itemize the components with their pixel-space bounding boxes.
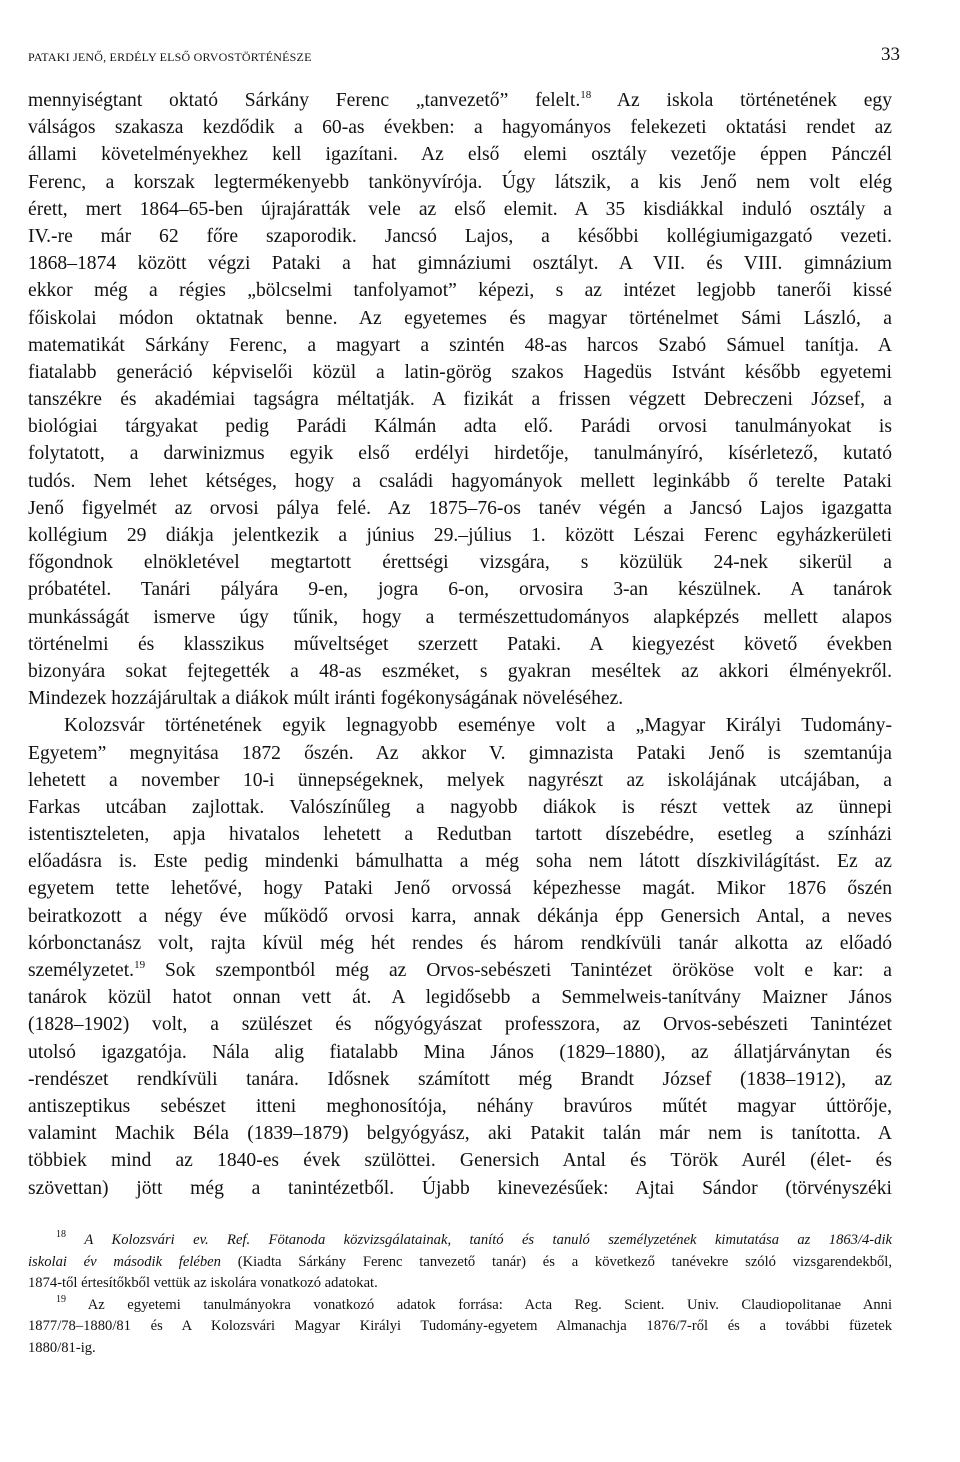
body-line: kórbonctanász volt, rajta kívül még hét rendes és három rendkívüli tanár alkotta az előadó bbox=[28, 932, 892, 954]
body-line: Ferenc, a korszak legtermékenyebb tankönyvírója. Úgy látszik, a kis Jenő nem volt elég bbox=[28, 171, 892, 193]
footnote-ref-18[interactable]: 18 bbox=[580, 89, 592, 101]
body-line: Mindezek hozzájárultak a diákok múlt iránti fogékonyságának növeléséhez. bbox=[28, 688, 624, 710]
body-line: egyetem tette lehetővé, hogy Pataki Jenő orvossá képezhesse magát. Mikor 1876 őszén bbox=[28, 878, 892, 900]
body-line: fiatalabb generáció képviselői közül a latin-görög szakos Hagedüs Istvánt később egyetemi bbox=[28, 361, 892, 383]
body-line: tanárok közül hatot onnan vett át. A legidősebb a Semmelweis-tanítvány Maizner János bbox=[28, 987, 892, 1009]
body-line: válságos szakasza kezdődik a 60-as években: a hagyományos felekezeti oktatási rendet az bbox=[28, 117, 892, 139]
body-line: valamint Machik Béla (1839–1879) belgyógyász, aki Patakit talán már nem is tanította. A bbox=[28, 1123, 892, 1145]
body-line: (1828–1902) volt, a szülészet és nőgyógyászat professzora, az Orvos-sebészeti Tanintézet bbox=[28, 1014, 892, 1036]
body-line: antiszeptikus sebészet itteni meghonosítója, néhány bravúros műtét magyar úttörője, bbox=[28, 1095, 892, 1117]
body-line: munkásságát ismerve úgy tűnik, hogy a természettudományos alapképzés mellett alapos bbox=[28, 606, 892, 628]
body-line: tanszékre és akadémiai tagságra méltatják. A fizikát a frissen végzett Debreczeni József, a bbox=[28, 389, 892, 411]
body-line: többiek mind az 1840-es évek szülöttei. Genersich Antal és Török Aurél (élet- és bbox=[28, 1150, 892, 1172]
body-line: folytatott, a darwinizmus egyik első erdélyi hirdetője, tanulmányíró, kísérletező, kutató bbox=[28, 443, 892, 465]
body-line: ekkor még a régies „bölcselmi tanfolyamot” képezi, s az intézet legjobb tanerői kissé bbox=[28, 280, 892, 302]
body-line: Egyetem” megnyitása 1872 őszén. Az akkor V. gimnazista Pataki Jenő is szemtanúja bbox=[28, 742, 892, 764]
body-line: kollégium 29 diákja jelentkezik a június 29.–július 1. között Lészai Ferenc egyházkerületi bbox=[28, 525, 892, 546]
body-line: matematikát Sárkány Ferenc, a magyart a szintén 48-as harcos Szabó Sámuel tanítja. A bbox=[28, 334, 892, 356]
page-number: 33 bbox=[881, 44, 900, 65]
body-line: beiratkozott a négy éve működő orvosi karra, annak dékánja épp Genersich Antal, a neves bbox=[28, 905, 892, 927]
document-page bbox=[28, 0, 900, 1462]
footnote-18-line: iskolai év második felében (Kiadta Sárkány Ferenc tanvezető tanár) és a következő tanévekre szóló vizsgarendekből, bbox=[28, 1253, 893, 1270]
body-line: tudós. Nem lehet kétséges, hogy a családi hagyományok mellett leginkább ő terelte Pataki bbox=[28, 470, 892, 492]
body-line: próbatétel. Tanári pályára 9-en, jogra 6-on, orvosira 3-an készülnek. A tanárok bbox=[28, 579, 892, 601]
footnotes bbox=[28, 1230, 892, 1359]
body-line: Jenő figyelmét az orvosi pálya felé. Az 1875–76-os tanév végén a Jancsó Lajos igazgatta bbox=[28, 497, 892, 519]
footnote-18-line: 1874-től értesítőkből vettük az iskolára vonatkozó adatokat. bbox=[28, 1275, 378, 1291]
footnote-19-line: $^{19}$ Az egyetemi tanulmányokra vonatkozó adatok forrása: Acta Reg. Scient. Univ. Claudiopolitanae Anni bbox=[56, 1293, 893, 1313]
body-line: istentiszteleten, apja hivatalos lehetett a Redutban tartott díszebédre, esetleg a színházi bbox=[28, 824, 892, 846]
footnote-ref-19[interactable]: 19 bbox=[134, 959, 146, 971]
running-title: PATAKI JENŐ, ERDÉLY ELSŐ ORVOSTÖRTÉNÉSZE bbox=[28, 50, 312, 64]
body-text bbox=[28, 87, 892, 1202]
body-line: személyzetet.$^{19}$ Sok szempontból még az Orvos-sebészeti Tanintézet örököse volt e kar: a bbox=[28, 959, 892, 981]
body-line: szövettan) jött még a tanintézetből. Újabb kinevezésűek: Ajtai Sándor (törvényszéki bbox=[28, 1177, 892, 1199]
body-line: főiskolai módon oktatnak benne. Az egyetemes és magyar történelmet Sámi László, a bbox=[28, 307, 892, 329]
footnote-19-line: 1880/81-ig. bbox=[28, 1339, 96, 1356]
body-line: bizonyára sokat fejtegették a 48-as eszméket, s gyakran meséltek az akkori élményekről. bbox=[28, 660, 892, 682]
body-line: főgondnok elnökletével megtartott érettségi vizsgára, s közülük 24-nek sikerül a bbox=[28, 552, 892, 574]
body-line: állami követelményekhez kell igazítani. Az első elemi osztály vezetője éppen Pánczél bbox=[28, 144, 892, 166]
body-line: -rendészet rendkívüli tanára. Idősnek számított még Brandt József (1838–1912), az bbox=[28, 1068, 892, 1090]
body-line: lehetett a november 10-i ünnepségeknek, melyek nagyrészt az iskolájának utcájában, a bbox=[28, 769, 892, 791]
body-line: IV.-re már 62 főre szaporodik. Jancsó Lajos, a későbbi kollégiumigazgató vezeti. bbox=[28, 225, 892, 247]
footnote-19-line: 1877/78–1880/81 és A Kolozsvári Magyar Királyi Tudomány-egyetem Almanachja 1876/7-ről és a további füzetek bbox=[28, 1318, 892, 1334]
body-line: mennyiségtant oktató Sárkány Ferenc „tanvezető” felelt.$^{18}$ Az iskola történetének egy bbox=[28, 89, 892, 111]
footnote-number: 18 bbox=[56, 1229, 66, 1240]
body-line: történelmi és klasszikus műveltséget szerzett Pataki. A kiegyezést követő években bbox=[28, 633, 892, 655]
body-line: utolsó igazgatója. Nála alig fiatalabb Mina János (1829–1880), az állatjárványtan és bbox=[28, 1041, 892, 1063]
body-line: 1868–1874 között végzi Pataki a hat gimnáziumi osztályt. A VII. és VIII. gimnázium bbox=[28, 253, 892, 275]
footnote-number: 19 bbox=[56, 1293, 66, 1305]
page-header bbox=[28, 44, 900, 74]
body-line: Farkas utcában zajlottak. Valószínűleg a nagyobb diákok is részt vettek az ünnepi bbox=[28, 796, 892, 818]
body-line: előadásra is. Este pedig mindenki bámulhatta a még soha nem látott díszkivilágítást. Ez az bbox=[28, 851, 892, 873]
footnote-18-line: $^{18}$ A Kolozsvári ev. Ref. Fötanoda közvizsgálatainak, tanító és tanuló személyzetének kimutatása az 1863/4-dik bbox=[56, 1229, 892, 1248]
body-line: Kolozsvár történetének egyik legnagyobb eseménye volt a „Magyar Királyi Tudomány- bbox=[64, 715, 892, 737]
body-line: érett, mert 1864–65-ben újrajáratták vele az első elemit. A 35 kisdiákkal induló osztály a bbox=[28, 198, 892, 220]
body-line: biológiai tárgyakat pedig Parádi Kálmán adta elő. Parádi orvosi tanulmányokat is bbox=[28, 416, 892, 438]
